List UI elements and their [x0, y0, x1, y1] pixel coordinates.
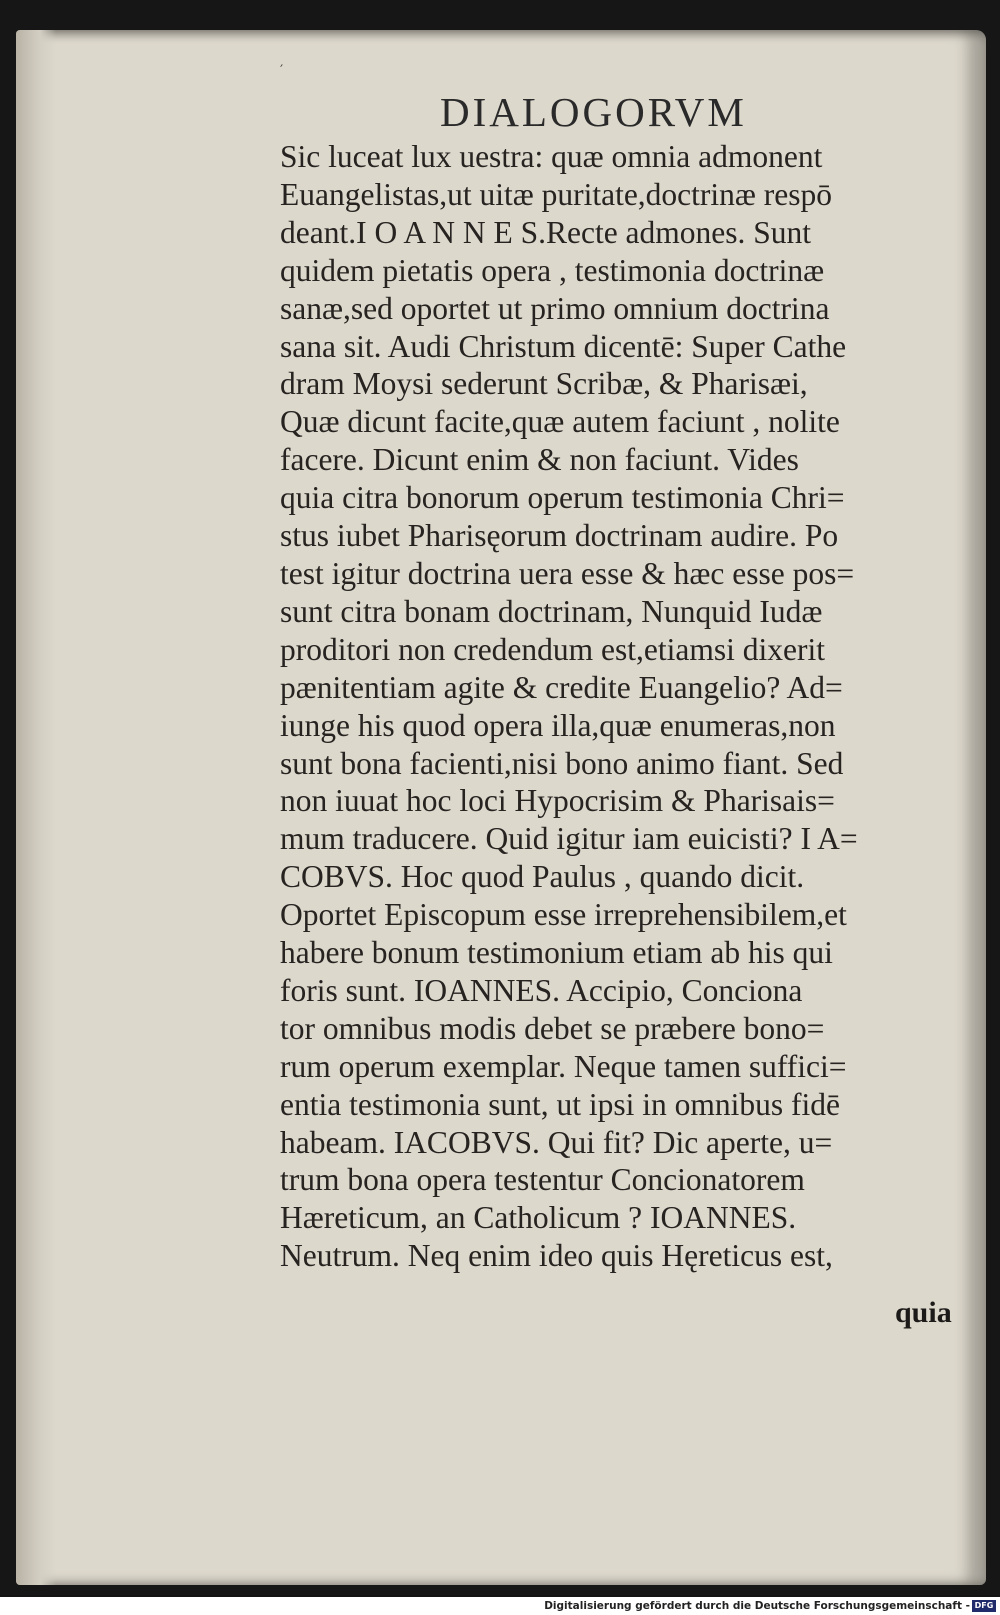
text-line: mum traducere. Quid igitur iam euicisti? I A=: [280, 821, 858, 857]
text-line: COBVS. Hoc quod Paulus , quando dicit.: [280, 859, 805, 895]
text-line: foris sunt. IOANNES. Accipio, Conciona: [280, 972, 803, 1008]
footer-credit: Digitalisierung gefördert durch die Deutsche Forschungsgemeinschaft -: [544, 1600, 970, 1612]
text-line: dram Moysi sederunt Scribæ, & Pharisæi,: [280, 366, 808, 402]
text-line: iunge his quod opera illa,quæ enumeras,non: [280, 707, 836, 743]
running-head: DIALOGORVM: [440, 89, 747, 135]
text-line: quia citra bonorum operum testimonia Chri=: [280, 480, 845, 516]
text-line: sunt bona facienti,nisi bono animo fiant. Sed: [280, 745, 844, 781]
catchword: quia: [895, 1296, 952, 1329]
text-line: stus iubet Pharisęorum doctrinam audire. Po: [280, 518, 839, 554]
text-line: facere. Dicunt enim & non faciunt. Vides: [280, 442, 799, 478]
text-line: entia testimonia sunt, ut ipsi in omnibus fidē: [280, 1086, 840, 1122]
text-line: Hæreticum, an Catholicum ? IOANNES.: [280, 1200, 797, 1236]
body-text: [280, 138, 975, 1275]
text-line: sunt citra bonam doctrinam, Nunquid Iudæ: [280, 593, 823, 629]
text-line: Euangelistas,ut uitæ puritate,doctrinæ respō: [280, 176, 833, 212]
text-line: habere bonum testimonium etiam ab his qui: [280, 935, 833, 971]
text-line: Oportet Episcopum esse irreprehensibilem,et: [280, 897, 847, 933]
text-line: test igitur doctrina uera esse & hæc esse pos=: [280, 555, 855, 591]
text-line: quidem pietatis opera , testimonia doctrinæ: [280, 252, 825, 288]
text-line: habeam. IACOBVS. Qui fit? Dic aperte, u=: [280, 1124, 833, 1160]
footer-bar: [0, 1597, 1000, 1615]
text-line: deant.I O A N N E S.Recte admones. Sunt: [280, 214, 812, 250]
text-line: Sic luceat lux uestra: quæ omnia admonent: [280, 139, 823, 174]
dfg-logo: DFG: [972, 1600, 996, 1612]
text-line: trum bona opera testentur Concionatorem: [280, 1162, 805, 1198]
text-line: Neutrum. Neq enim ideo quis Hęreticus est,: [280, 1238, 833, 1274]
text-line: pænitentiam agite & credite Euangelio? Ad=: [280, 669, 843, 705]
text-line: non iuuat hoc loci Hypocrisim & Pharisais=: [280, 783, 835, 819]
ink-mark: ′: [280, 63, 284, 79]
text-line: proditori non credendum est,etiamsi dixerit: [280, 631, 825, 667]
text-line: Quæ dicunt facite,quæ autem faciunt , nolite: [280, 404, 840, 440]
text-line: rum operum exemplar. Neque tamen suffici=: [280, 1048, 847, 1084]
text-line: sanæ,sed oportet ut primo omnium doctrina: [280, 290, 830, 326]
text-line: sana sit. Audi Christum dicentē: Super Cathe: [280, 328, 847, 364]
text-line: tor omnibus modis debet se præbere bono=: [280, 1010, 825, 1046]
page-gutter-shadow: [16, 30, 56, 1585]
